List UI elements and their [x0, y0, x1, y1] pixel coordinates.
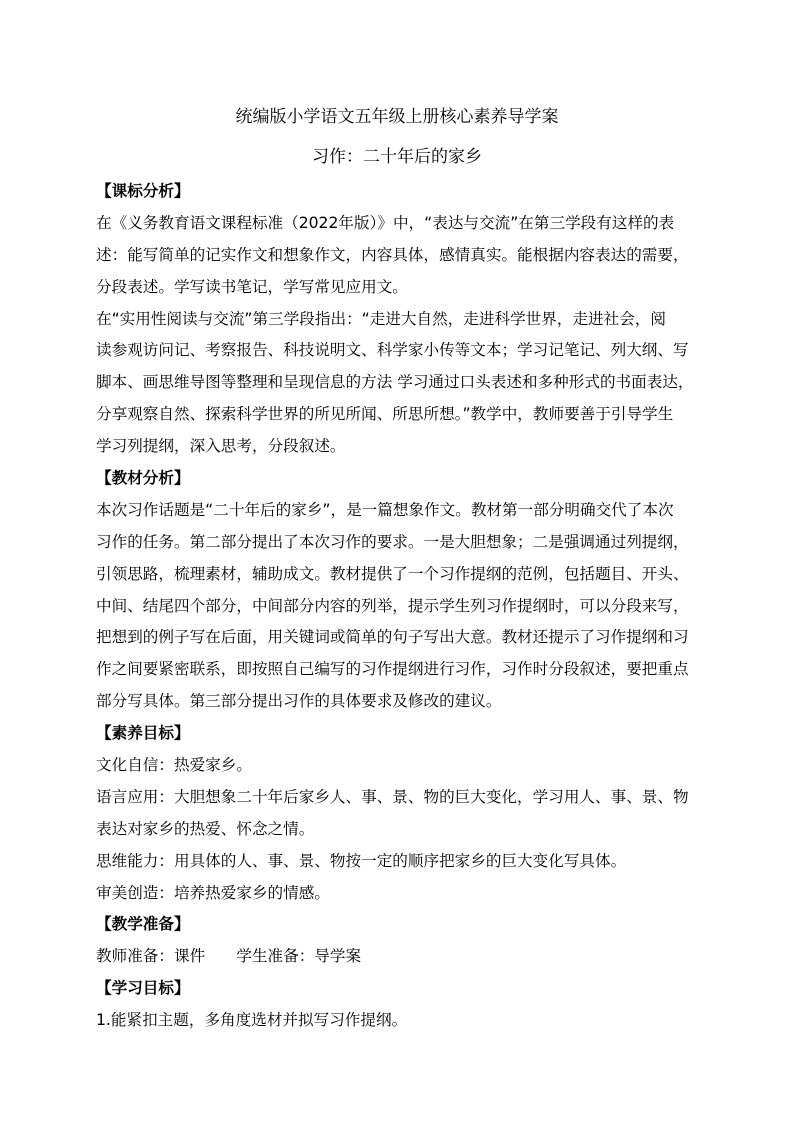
document-body — [96, 176, 710, 1037]
paragraph-line: 中间、结尾四个部分，中间部分内容的列举，提示学生列习作提纲时，可以分段来写， — [96, 596, 689, 615]
paragraph-line: 文化自信：热爱家乡。 — [96, 756, 252, 775]
paragraph-line: 述：能写简单的记实作文和想象作文，内容具体，感情真实。能根据内容表达的需要， — [96, 245, 689, 264]
paragraph-line: 分享观察自然、探索科学世界的所见所闻、所思所想。”教学中，教师要善于引导学生 — [96, 405, 674, 424]
paragraph-line: 语言应用：大胆想象二十年后家乡人、事、景、物的巨大变化，学习用人、事、景、物 — [96, 787, 689, 806]
document-title: 统编版小学语文五年级上册核心素养导学案 — [235, 107, 559, 127]
section-heading-objectives: 【学习目标】 — [96, 979, 190, 998]
paragraph-line: 1.能紧扣主题，多角度选材并拟写习作提纲。 — [96, 1011, 408, 1030]
paragraph-line: 在《义务教育语文课程标准（2022年版）》中，“表达与交流”在第三学段有这样的表 — [96, 213, 675, 232]
paragraph-line: 作之间要紧密联系，即按照自己编写的习作提纲进行习作，习作时分段叙述，要把重点 — [96, 660, 689, 679]
paragraph-line: 脚本、画思维导图等整理和呈现信息的方法 学习通过口头表述和多种形式的书面表达， — [96, 373, 694, 392]
paragraph-line: 把想到的例子写在后面，用关键词或简单的句子写出大意。教材还提示了习作提纲和习 — [96, 628, 689, 647]
paragraph-line: 审美创造：培养热爱家乡的情感。 — [96, 883, 330, 902]
section-heading-literacy: 【素养目标】 — [96, 724, 190, 743]
paragraph-line: 教师准备：课件 学生准备：导学案 — [96, 947, 362, 966]
section-heading-curriculum: 【课标分析】 — [96, 182, 190, 200]
document-subtitle: 习作：二十年后的家乡 — [312, 147, 482, 167]
paragraph-line: 习作的任务。第二部分提出了本次习作的要求。一是大胆想象；二是强调通过列提纲， — [96, 532, 689, 551]
paragraph-line: 引领思路，梳理素材，辅助成文。教材提供了一个习作提纲的范例，包括题目、开头、 — [96, 564, 689, 583]
paragraph-line: 在“实用性阅读与交流”第三学段指出：“走进大自然，走进科学世界，走进社会，阅 — [96, 309, 667, 328]
paragraph-line: 本次习作话题是“二十年后的家乡”，是一篇想象作文。教材第一部分明确交代了本次 — [96, 500, 674, 519]
paragraph-line: 学习列提纲，深入思考，分段叙述。 — [96, 437, 346, 456]
paragraph-line: 读参观访问记、考察报告、科技说明文、科学家小传等文本；学习记笔记、列大纲、写 — [96, 341, 689, 360]
section-heading-textbook: 【教材分析】 — [96, 469, 190, 488]
paragraph-line: 表达对家乡的热爱、怀念之情。 — [96, 819, 315, 838]
section-heading-preparation: 【教学准备】 — [96, 915, 190, 934]
paragraph-line: 分段表述。学写读书笔记，学写常见应用文。 — [96, 277, 408, 296]
paragraph-line: 部分写具体。第三部分提出习作的具体要求及修改的建议。 — [96, 692, 502, 711]
paragraph-line: 思维能力：用具体的人、事、景、物按一定的顺序把家乡的巨大变化写具体。 — [96, 851, 627, 870]
